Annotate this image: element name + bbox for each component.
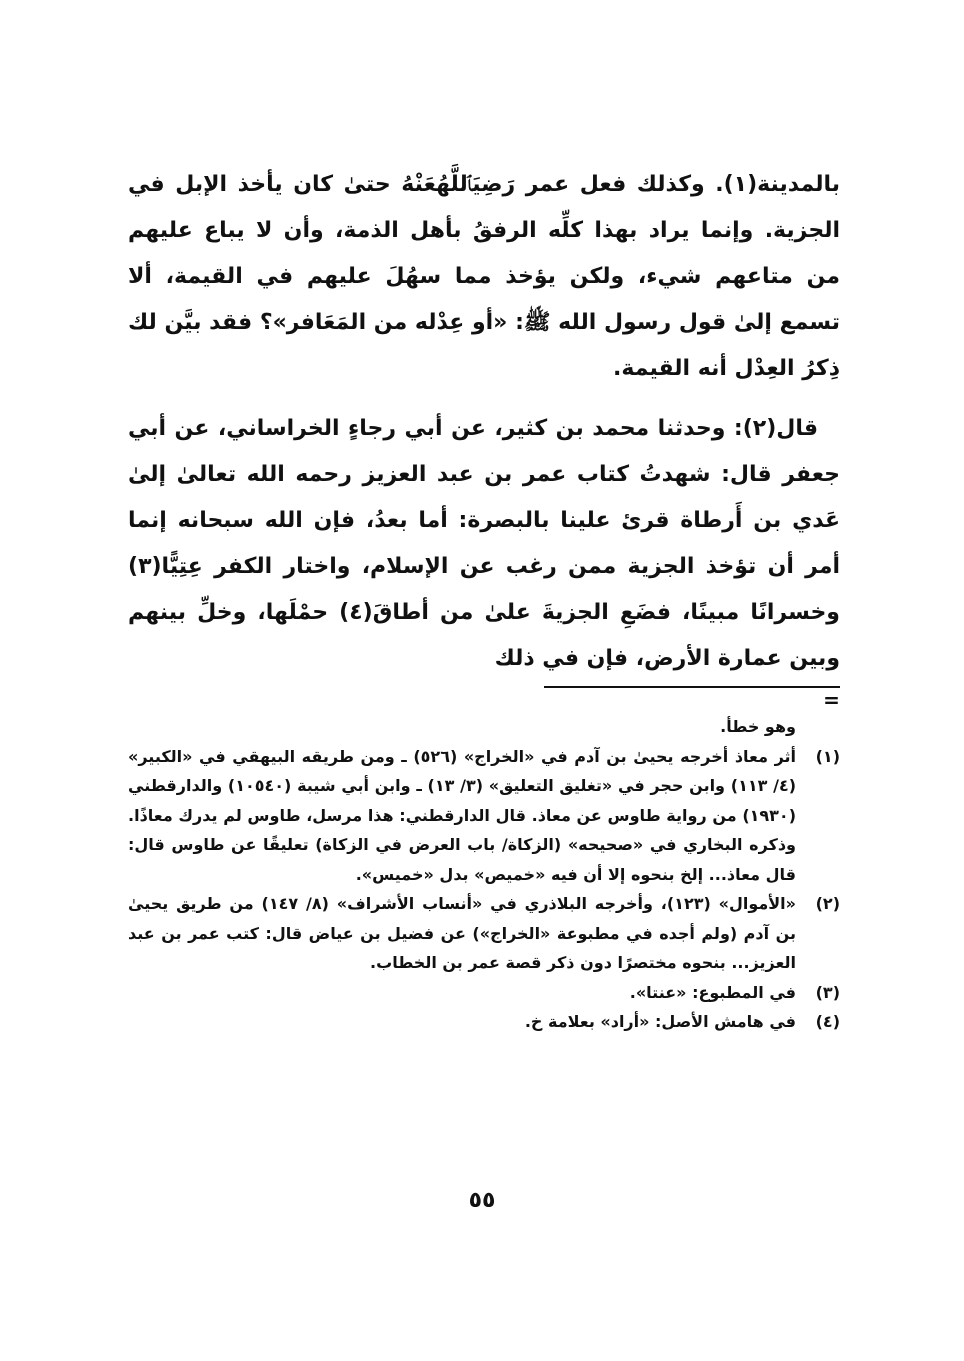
footnote-text: أثر معاذ أخرجه يحيىٰ بن آدم في «الخراج» (٥٢٦) ـ ومن طريقه البيهقي في «الكبير» (٤/ ١١٣) وابن حجر في «تغليق التعليق» (٣/ ١٣) ـ وابن أبي شيبة (١٠٥٤٠) والدارقطني (١٩٣٠) من رواية طاوس عن معاذ. قال الدارقطني: هذا مرسل، طاوس لم يدرك معاذًا. وذكره البخاري في «صحيحه» (الزكاة/ باب العرض في الزكاة) تعليقًا عن طاوس قال: قال معاذ... إلخ بنحوه إلا أن فيه «خميص» بدل «خميس».	[128, 746, 797, 884]
body-paragraph-2: قال(٢): وحدثنا محمد بن كثير، عن أبي رجاءٍ الخراساني، عن أبي جعفر قال: شهدتُ كتاب عمر بن عبد العزيز رحمه الله تعالىٰ إلىٰ عَدي بن أَرطاة قرئ علينا بالبصرة: أما بعدُ، فإن الله سبحانه إنما أمر أن تؤخذ الجزية ممن رغب عن الإسلام، واختار الكفر عِتِيًّا(٣) وخسرانًا مبينًا، فضَعِ الجزيةَ علىٰ من أطاقَ(٤) حمْلَها، وخلِّ بينهم وبين عمارة الأرض، فإن في ذلك	[128, 416, 840, 671]
footnote-number: (٤)	[815, 1012, 840, 1031]
footnote-4	[128, 1007, 840, 1037]
footnote-2	[128, 889, 840, 978]
footnote-3	[128, 978, 840, 1008]
page-number: ٥٥	[468, 1188, 496, 1213]
body-paragraph-1: بالمدينة(١). وكذلك فعل عمر رَضِيَٱللَّهُعَنْهُ حتىٰ كان يأخذ الإبل في الجزية. وإنما يراد بهذا كلِّه الرفقُ بأهل الذمة، وأن لا يباع عليهم من متاعهم شيء، ولكن يؤخذ مما سهُلَ عليهم في القيمة، ألا تسمع إلىٰ قول رسول الله ﷺ: «أو عِدْله من المَعَافر»؟ فقد بيَّن لك ذِكرُ العِدْل أنه القيمة.	[128, 172, 840, 381]
footnote-1	[128, 742, 840, 890]
footnote-text: في هامش الأصل: «أراد» بعلامة خ.	[524, 1012, 796, 1031]
footnote-text: «الأموال» (١٢٣)، وأخرجه البلاذري في «أنساب الأشراف» (٨/ ١٤٧) من طريق يحيىٰ بن آدم (ولم أجده في مطبوعة «الخراج») عن فضيل بن عياض قال: كتب عمر بن عبد العزيز... بنحوه مختصرًا دون ذكر قصة عمر بن الخطاب.	[128, 894, 797, 972]
main-text	[128, 162, 840, 682]
footnote-separator	[544, 686, 840, 688]
footnote-continuation-text: وهو خطأ.	[720, 717, 796, 736]
footnote-continuation-mark: =	[823, 688, 840, 712]
footnote-number: (١)	[815, 746, 840, 766]
footnote-number: (٣)	[815, 982, 840, 1002]
footnote-number: (٢)	[815, 894, 840, 913]
footnotes	[128, 712, 840, 1037]
footnote-text: في المطبوع: «عنتا».	[629, 982, 796, 1002]
